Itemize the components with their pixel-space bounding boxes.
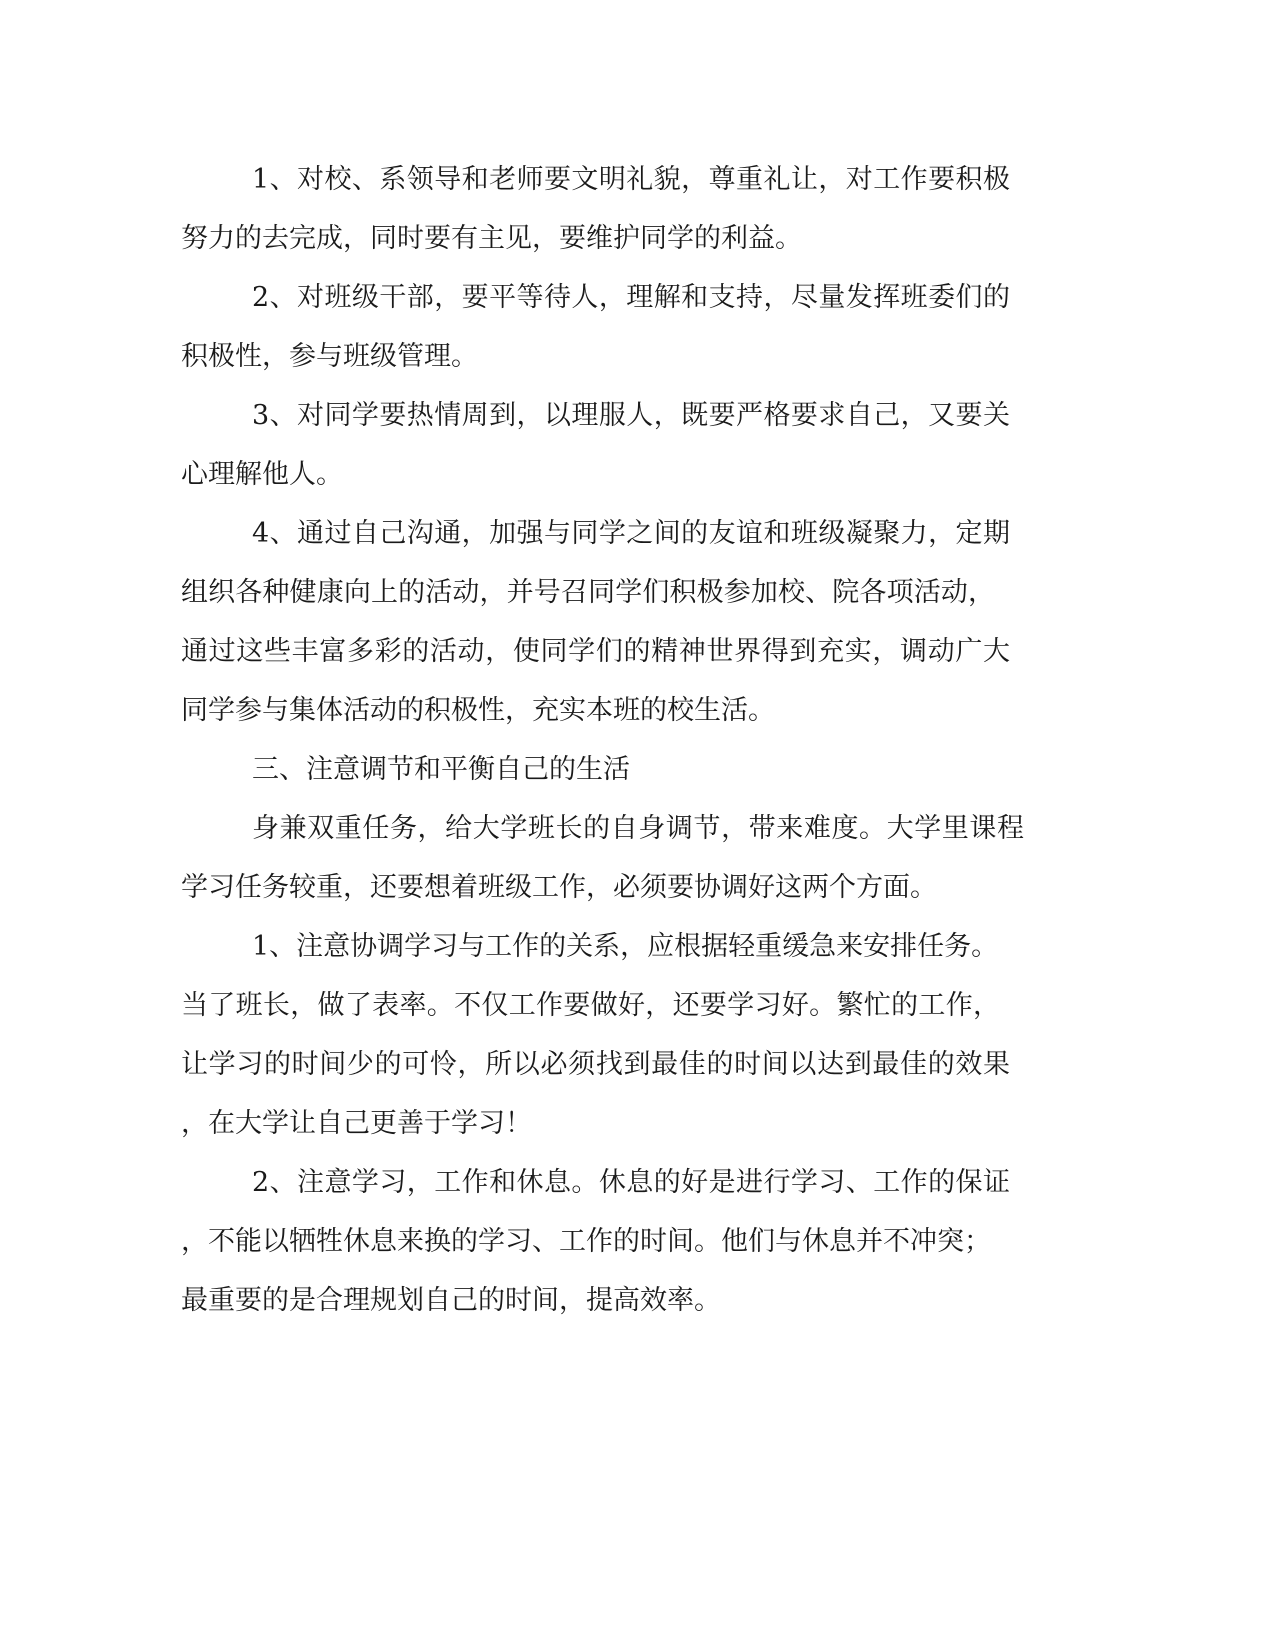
text-line: 通过这些丰富多彩的活动，使同学们的精神世界得到充实，调动广大 xyxy=(181,636,1010,667)
text-line: 组织各种健康向上的活动，并号召同学们积极参加校、院各项活动， xyxy=(181,577,995,608)
text-line: 同学参与集体活动的积极性，充实本班的校生活。 xyxy=(181,695,775,726)
text-line: 2、注意学习，工作和休息。休息的好是进行学习、工作的保证 xyxy=(252,1167,1010,1198)
text-line: 学习任务较重，还要想着班级工作，必须要协调好这两个方面。 xyxy=(181,872,937,903)
text-line: ，不能以牺牲休息来换的学习、工作的时间。他们与休息并不冲突； xyxy=(181,1226,991,1257)
text-line: 最重要的是合理规划自己的时间，提高效率。 xyxy=(181,1285,721,1316)
text-line: 积极性，参与班级管理。 xyxy=(181,341,478,372)
text-line: 3、对同学要热情周到，以理服人，既要严格要求自己，又要关 xyxy=(252,400,1010,431)
text-line: 让学习的时间少的可怜，所以必须找到最佳的时间以达到最佳的效果 xyxy=(181,1049,1010,1080)
text-line: 心理解他人。 xyxy=(181,459,343,490)
text-line: ，在大学让自己更善于学习！ xyxy=(181,1108,532,1139)
text-line: 身兼双重任务，给大学班长的自身调节，带来难度。大学里课程 xyxy=(252,813,1024,844)
text-line: 当了班长，做了表率。不仅工作要做好，还要学习好。繁忙的工作， xyxy=(181,990,1000,1021)
text-line: 4、通过自己沟通，加强与同学之间的友谊和班级凝聚力，定期 xyxy=(252,518,1010,549)
text-line: 努力的去完成，同时要有主见，要维护同学的利益。 xyxy=(181,223,802,254)
section-heading: 三、注意调节和平衡自己的生活 xyxy=(252,754,630,785)
text-line: 1、对校、系领导和老师要文明礼貌，尊重礼让，对工作要积极 xyxy=(252,164,1010,195)
text-line: 2、对班级干部，要平等待人，理解和支持，尽量发挥班委们的 xyxy=(252,282,1010,313)
text-line: 1、注意协调学习与工作的关系，应根据轻重缓急来安排任务。 xyxy=(252,931,999,962)
